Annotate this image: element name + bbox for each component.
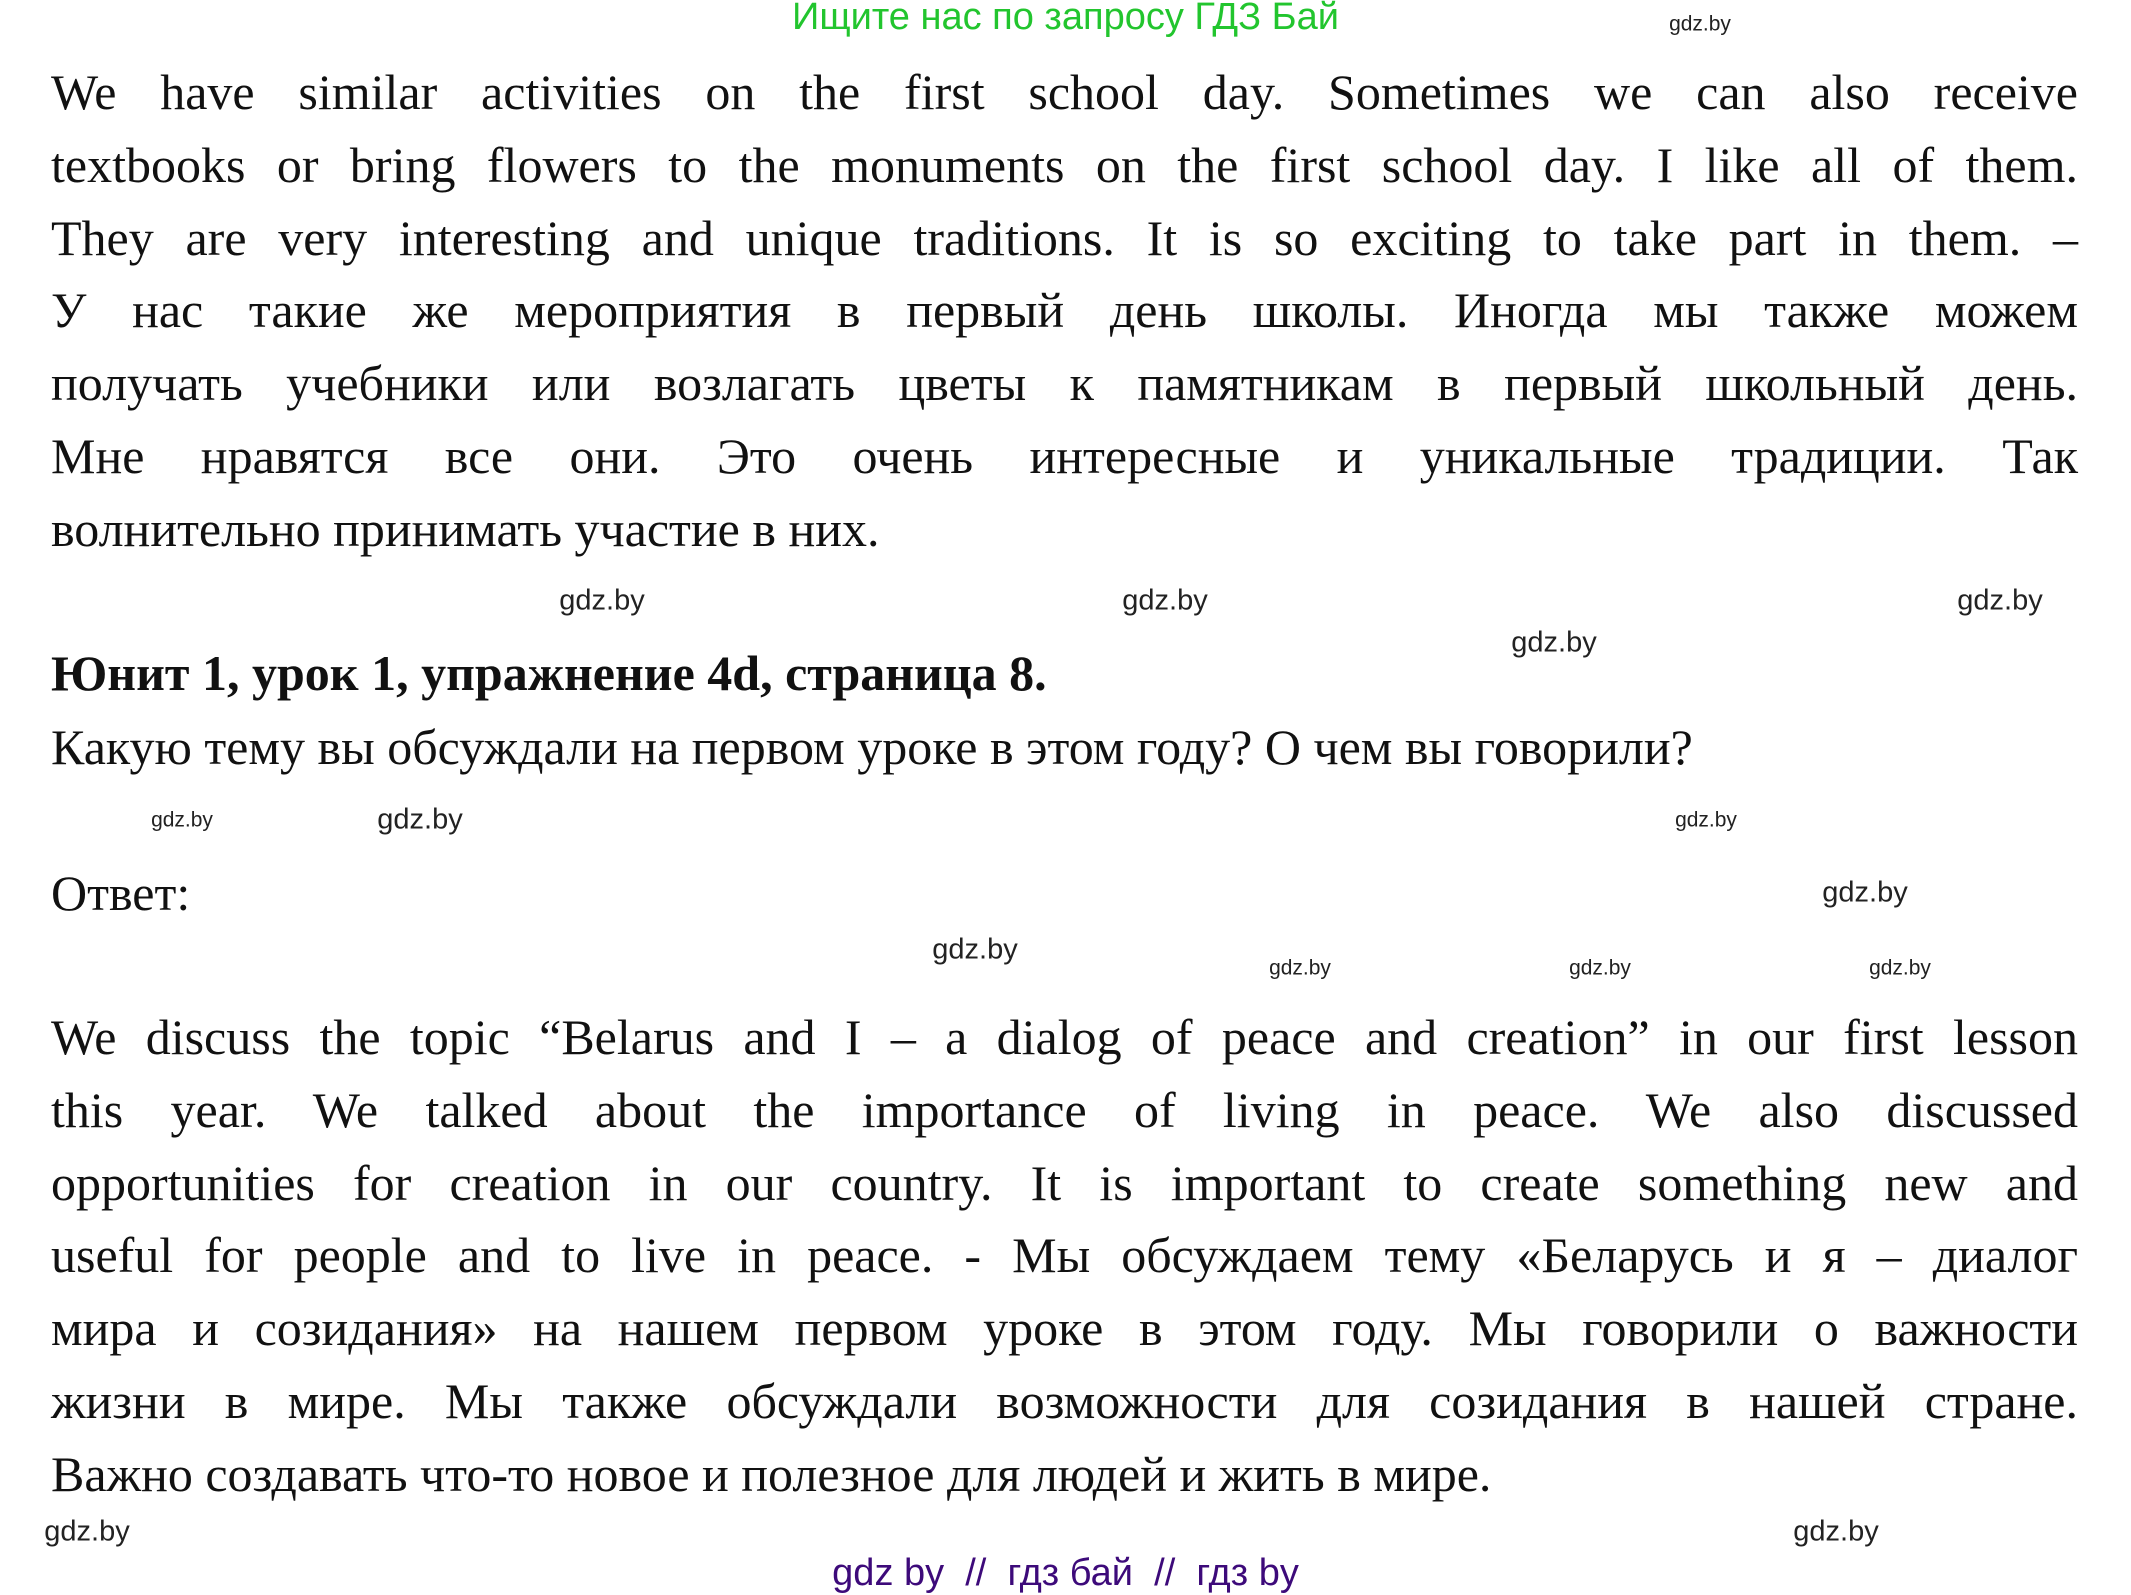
text-line: получать учебники или возлагать цветы к памятникам в первый школьный день. (51, 355, 2078, 412)
text-line: We discuss the topic “Belarus and I – a dialog of peace and creation” in our first lesson (51, 1009, 2078, 1065)
answer-label: Ответ: (51, 865, 191, 921)
text-line: useful for people and to live in peace. - Мы обсуждаем тему «Беларусь и я – диалог (51, 1227, 2078, 1284)
watermark: gdz.by (44, 1515, 130, 1548)
exercise-heading: Юнит 1, урок 1, упражнение 4d, страница 8. (51, 645, 1047, 701)
exercise-question: Какую тему вы обсуждали на первом уроке в этом году? О чем вы говорили? (51, 719, 1693, 775)
footer-links: gdz by // гдз бай // гдз by (832, 1552, 1299, 1594)
text-line: мира и созидания» на нашем первом уроке в этом году. Мы говорили о важности (51, 1300, 2078, 1357)
text-line: They are very interesting and unique traditions. It is so exciting to take part in them. – (51, 209, 2078, 266)
text-line: opportunities for creation in our country. It is important to create something new and (51, 1154, 2078, 1211)
watermark: gdz.by (151, 808, 213, 832)
watermark: gdz.by (1957, 584, 2043, 617)
text-line: We have similar activities on the first school day. Sometimes we can also receive (51, 64, 2078, 120)
watermark: gdz.by (377, 803, 463, 836)
watermark: gdz.by (1122, 584, 1208, 617)
watermark: gdz.by (559, 584, 645, 617)
text-line: У нас такие же мероприятия в первый день школы. Иногда мы также можем (51, 282, 2078, 339)
text-line: волнительно принимать участие в них. (51, 500, 880, 557)
watermark: gdz.by (1569, 956, 1631, 980)
text-line: жизни в мире. Мы также обсуждали возможности для созидания в нашей стране. (51, 1372, 2078, 1429)
watermark: gdz.by (1675, 808, 1737, 832)
paragraph-1 (51, 56, 2078, 566)
promo-header: Ищите нас по запросу ГДЗ Бай (792, 0, 1339, 38)
watermark: gdz.by (1822, 876, 1908, 909)
paragraph-2 (51, 1001, 2078, 1511)
watermark: gdz.by (1669, 12, 1731, 36)
watermark: gdz.by (1793, 1515, 1879, 1548)
text-line: textbooks or bring flowers to the monuments on the first school day. I like all of them. (51, 136, 2078, 193)
watermark: gdz.by (1269, 956, 1331, 980)
watermark: gdz.by (932, 933, 1018, 966)
watermark: gdz.by (1869, 956, 1931, 980)
text-line: Мне нравятся все они. Это очень интересные и уникальные традиции. Так (51, 427, 2078, 484)
watermark: gdz.by (1511, 626, 1597, 659)
text-line: Важно создавать что-то новое и полезное для людей и жить в мире. (51, 1445, 1492, 1502)
text-line: this year. We talked about the importance of living in peace. We also discussed (51, 1081, 2078, 1138)
